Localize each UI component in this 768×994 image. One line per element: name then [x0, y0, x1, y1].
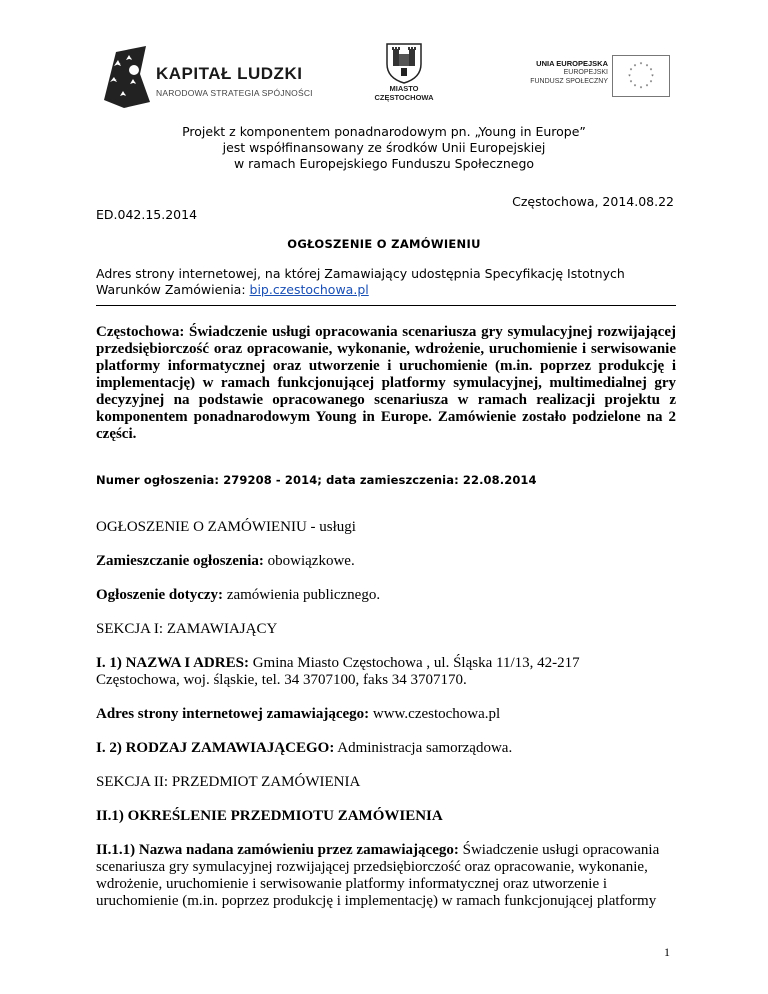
given-name-label: II.1.1) Nazwa nadana zamówieniu przez zamawiającego: — [96, 842, 459, 858]
address-line-2-prefix: Warunków Zamówienia: — [96, 282, 250, 297]
name-address-line-2: Częstochowa, woj. śląskie, tel. 34 3707100, faks 34 3707170. — [96, 672, 467, 688]
name-address-line-1 — [96, 655, 676, 672]
eu-logo-text — [530, 59, 608, 86]
svg-text:*: * — [649, 68, 653, 74]
city-date: Częstochowa, 2014.08.22 — [512, 194, 674, 209]
notice-number: Numer ogłoszenia: 279208 - 2014; data zamieszczenia: 22.08.2014 — [96, 473, 537, 487]
bip-link[interactable]: bip.czestochowa.pl — [249, 282, 369, 297]
address-line-1: Adres strony internetowej, na której Zamawiający udostępnia Specyfikację Istotnych — [96, 266, 625, 281]
kapital-ludzki-logo — [96, 44, 326, 112]
city-logo-line2: CZĘSTOCHOWA — [374, 93, 434, 102]
project-line-3: w ramach Europejskiego Funduszu Społecznego — [233, 156, 535, 171]
city-crest-icon — [384, 40, 424, 84]
subject-heading: II.1) OKREŚLENIE PRZEDMIOTU ZAMÓWIENIA — [96, 808, 443, 824]
concerns-label: Ogłoszenie dotyczy: — [96, 587, 224, 603]
website-label: Adres strony internetowej zamawiającego: — [96, 706, 370, 722]
project-line-2: jest współfinansowany ze środków Unii Europejskiej — [222, 140, 546, 155]
concerns-value: zamówienia publicznego. — [223, 587, 381, 603]
page-number: 1 — [664, 945, 670, 959]
svg-text:*: * — [633, 64, 637, 70]
eu-flag-icon — [612, 55, 670, 97]
contracting-type-label: I. 2) RODZAJ ZAMAWIAJĄCEGO: — [96, 740, 335, 756]
contracting-type-value: Administracja samorządowa. — [334, 740, 513, 756]
svg-text:*: * — [629, 68, 633, 74]
posting-paragraph — [96, 553, 676, 570]
divider — [96, 305, 676, 306]
posting-label: Zamieszczanie ogłoszenia: — [96, 553, 264, 569]
given-name-line-2: scenariusza gry symulacyjnej rozwijającej przedsiębiorczość oraz opracowanie, wykonanie, — [96, 859, 648, 875]
section-1-heading: SEKCJA I: ZAMAWIAJĄCY — [96, 621, 278, 637]
svg-text:*: * — [649, 80, 653, 86]
project-line-1: Projekt z komponentem ponadnarodowym pn. „Young in Europe” — [182, 124, 586, 139]
section-2-heading: SEKCJA II: PRZEDMIOT ZAMÓWIENIA — [96, 774, 361, 790]
svg-text:*: * — [628, 74, 631, 80]
eu-logo-line1: UNIA EUROPEJSKA — [536, 59, 608, 68]
svg-text:*: * — [633, 84, 637, 90]
given-name-line-4: uruchomienie (m.in. poprzez produkcję i implementację) w ramach funkcjonującej platformy — [96, 893, 657, 909]
kapital-ludzki-subtitle: NARODOWA STRATEGIA SPÓJNOŚCI — [156, 88, 313, 98]
svg-text:*: * — [639, 62, 643, 68]
eu-logo-line3: FUNDUSZ SPOŁECZNY — [530, 78, 608, 85]
svg-text:*: * — [645, 84, 649, 90]
address-line-2 — [96, 282, 676, 298]
posting-value: obowiązkowe. — [263, 553, 355, 569]
given-name-value-1: Świadczenie usługi opracowania — [458, 842, 660, 858]
name-address-label: I. 1) NAZWA I ADRES: — [96, 655, 249, 671]
name-address-paragraph — [96, 655, 676, 689]
svg-text:*: * — [629, 80, 633, 86]
city-logo-line1: MIASTO — [389, 84, 419, 93]
concerns-paragraph — [96, 587, 676, 604]
kapital-ludzki-title: KAPITAŁ LUDZKI — [156, 64, 303, 83]
given-name-paragraph — [96, 842, 676, 910]
svg-text:*: * — [639, 86, 643, 92]
address-block — [96, 266, 676, 298]
given-name-line-3: wdrożenie, uruchomienie i serwisowanie platformy informatycznej oraz utworzenie i — [96, 876, 608, 892]
project-statement — [0, 124, 768, 172]
svg-text:*: * — [645, 64, 649, 70]
main-title: Częstochowa: Świadczenie usługi opracowania scenariusza gry symulacyjnej rozwijającej przedsiębiorczość oraz opracowanie, wykonanie, wdrożenie, uruchomienie i serwisowanie platformy informatycznej oraz utworzenie i uruchomienie (m.in. poprzez produkcję i implementację) w ramach funkcjonującej platformy symulacyjnej, multimedialnej gry decyzyjnej na podstawie opracowanego scenariusza w ramach realizacji projektu z komponentem ponadnarodowym Young in Europe. Zamówienie zostało podzielone na 2 części. — [96, 324, 676, 442]
notice-title: OGŁOSZENIE O ZAMÓWIENIU — [287, 237, 481, 251]
given-name-line-1 — [96, 842, 676, 859]
eu-logo-line2: EUROPEJSKI — [563, 69, 608, 76]
eu-logo — [510, 55, 670, 103]
website-value: www.czestochowa.pl — [369, 706, 501, 722]
contracting-type-paragraph — [96, 740, 676, 757]
reference-number: ED.042.15.2014 — [96, 207, 198, 222]
kapital-ludzki-mark-icon — [96, 44, 152, 110]
notice-type: OGŁOSZENIE O ZAMÓWIENIU - usługi — [96, 519, 356, 535]
city-logo — [368, 40, 440, 108]
svg-text:*: * — [651, 74, 654, 80]
name-address-value: Gmina Miasto Częstochowa , ul. Śląska 11/13, 42-217 — [248, 655, 580, 671]
website-paragraph — [96, 706, 676, 723]
